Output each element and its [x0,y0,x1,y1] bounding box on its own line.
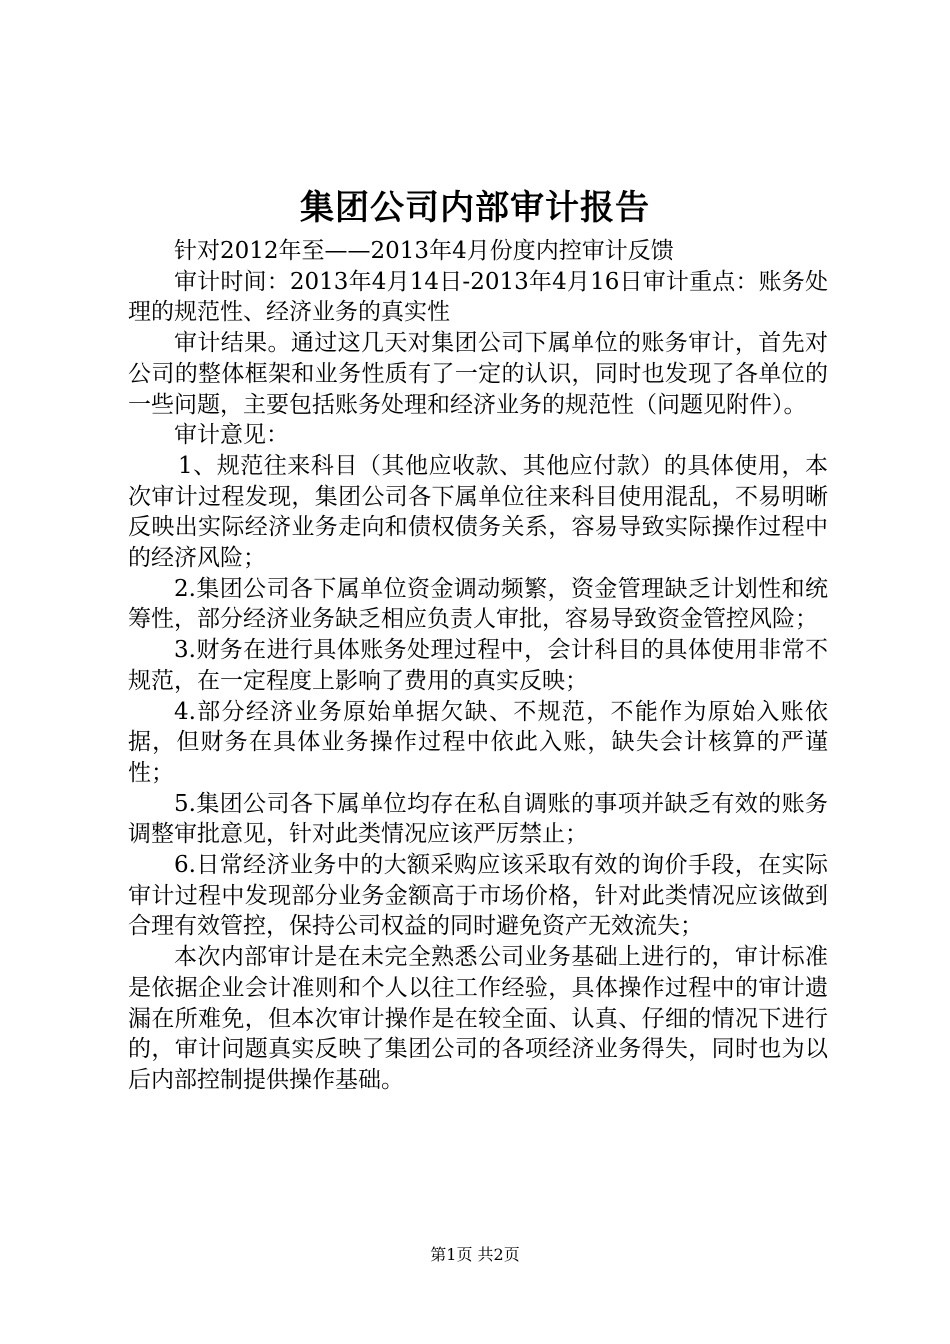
opinion-item-6: 6.日常经济业务中的大额采购应该采取有效的询价手段，在实际审计过程中发现部分业务金额高于市场价格，针对此类情况应该做到合理有效管控，保持公司权益的同时避免资产无效流失； [128,852,828,940]
opinion-item-3: 3.财务在进行具体账务处理过程中，会计科目的具体使用非常不规范，在一定程度上影响了费用的真实反映； [128,637,828,694]
page-number-footer: 第1页 共2页 [430,1245,520,1264]
paragraph-conclusion: 本次内部审计是在未完全熟悉公司业务基础上进行的，审计标准是依据企业会计准则和个人以往工作经验，具体操作过程中的审计遗漏在所难免，但本次审计操作是在较全面、认真、仔细的情况下进行的，审计问题真实反映了集团公司的各项经济业务得失，同时也为以后内部控制提供操作基础。 [128,944,828,1093]
paragraph-audit-time: 审计时间：2013年4月14日-2013年4月16日审计重点：账务处理的规范性、经济业务的真实性 [128,268,828,326]
paragraph-audit-result: 审计结果。通过这几天对集团公司下属单位的账务审计，首先对公司的整体框架和业务性质有了一定的认识，同时也发现了各单位的一些问题，主要包括账务处理和经济业务的规范性（问题见附件）。 [128,330,828,418]
paragraph-opinion-heading: 审计意见： [174,422,289,449]
opinion-item-1: 1、规范往来科目（其他应收款、其他应付款）的具体使用，本次审计过程发现，集团公司各下属单位往来科目使用混乱，不易明晰反映出实际经济业务走向和债权债务关系，容易导致实际操作过程中的经济风险； [128,452,828,572]
opinion-item-2: 2.集团公司各下属单位资金调动频繁，资金管理缺乏计划性和统筹性，部分经济业务缺乏相应负责人审批，容易导致资金管控风险； [128,575,828,633]
opinion-item-5: 5.集团公司各下属单位均存在私自调账的事项并缺乏有效的账务调整审批意见，针对此类情况应该严厉禁止； [128,790,828,848]
opinion-item-4: 4.部分经济业务原始单据欠缺、不规范，不能作为原始入账依据，但财务在具体业务操作过程中依此入账，缺失会计核算的严谨性； [128,698,828,786]
document-title: 集团公司内部审计报告 [300,188,650,228]
paragraph-subject: 针对2012年至——2013年4月份度内控审计反馈 [174,238,674,264]
document-body [128,236,828,1096]
